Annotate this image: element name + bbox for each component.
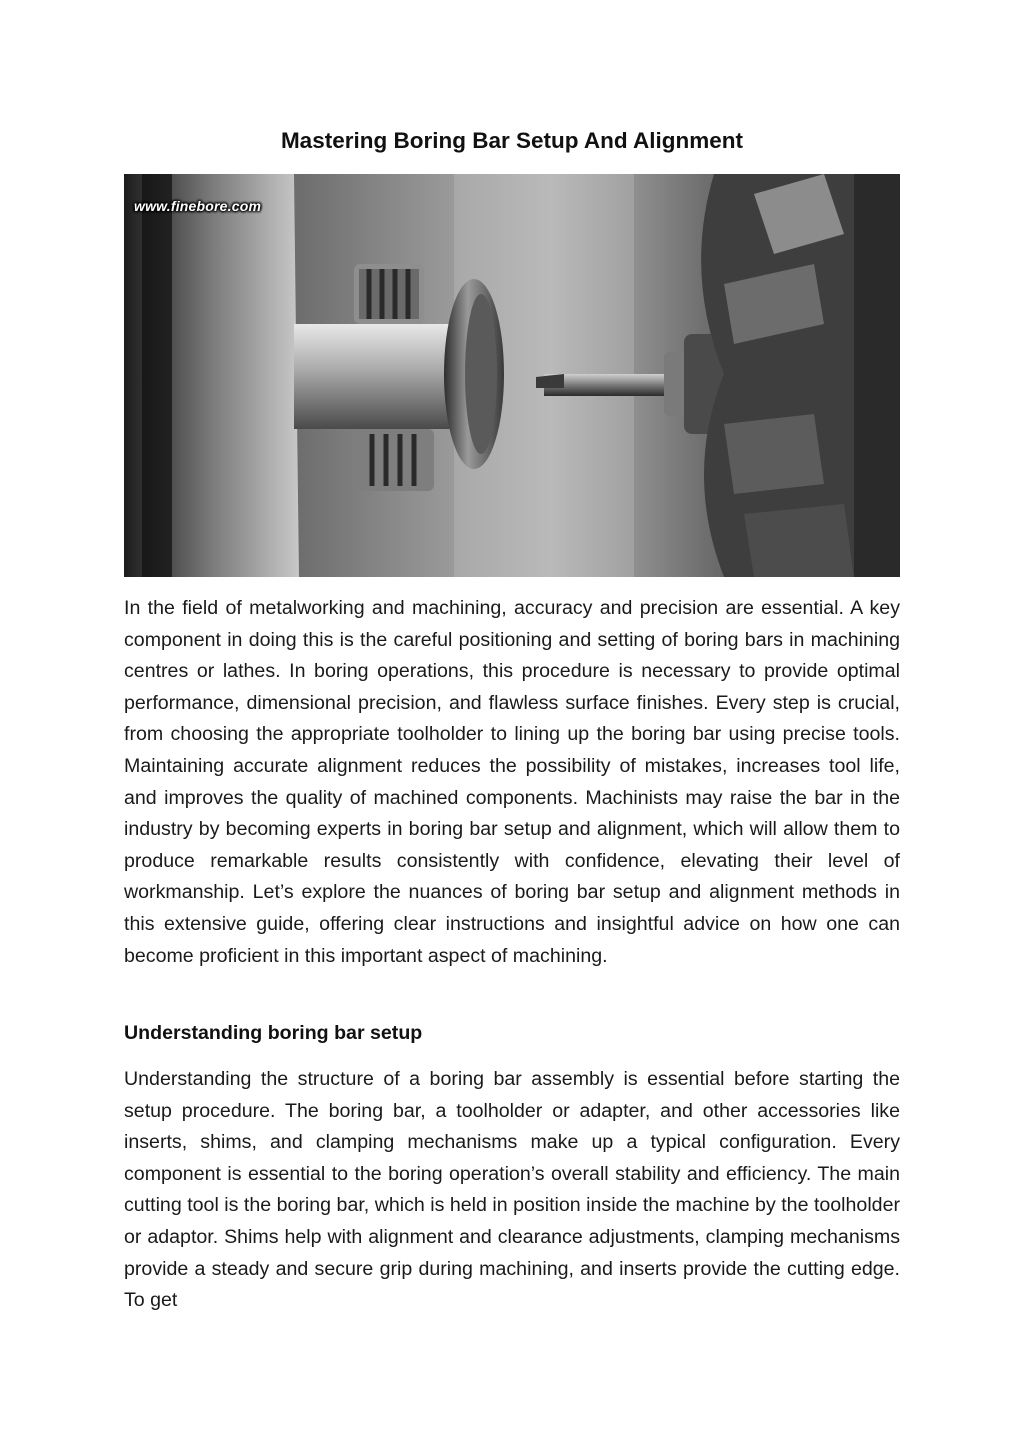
lathe-photo	[124, 174, 900, 577]
section-heading: Understanding boring bar setup	[124, 1022, 423, 1044]
image-watermark: www.finebore.com	[134, 198, 262, 214]
lathe-illustration	[124, 174, 900, 577]
intro-paragraph: In the field of metalworking and machining, accuracy and precision are essential. A key component in doing this is the careful positioning and setting of boring bars in machining centres or lathes. In boring operations, this procedure is necessary to provide optimal performance, dimensional precision, and flawless surface finishes. Every step is crucial, from choosing the appropriate toolholder to lining up the boring bar using precise tools. Maintaining accurate alignment reduces the possibility of mistakes, increases tool life, and improves the quality of machined components. Machinists may raise the bar in the industry by becoming experts in boring bar setup and alignment, which will allow them to produce remarkable results consistently with confidence, elevating their level of workmanship. Let’s explore the nuances of boring bar setup and alignment methods in this extensive guide, offering clear instructions and insightful advice on how one can become proficient in this important aspect of machining.	[124, 597, 900, 967]
article-title: Mastering Boring Bar Setup And Alignment	[280, 128, 744, 153]
setup-paragraph: Understanding the structure of a boring bar assembly is essential before starting the setup procedure. The boring bar, a toolholder or adapter, and other accessories like inserts, shims, and clamping mechanisms make up a typical configuration. Every component is essential to the boring operation’s overall stability and efficiency. The main cutting tool is the boring bar, which is held in position inside the machine by the toolholder or adaptor. Shims help with alignment and clearance adjustments, clamping mechanisms provide a steady and secure grip during machining, and inserts provide the cutting edge. To get	[124, 1068, 900, 1312]
